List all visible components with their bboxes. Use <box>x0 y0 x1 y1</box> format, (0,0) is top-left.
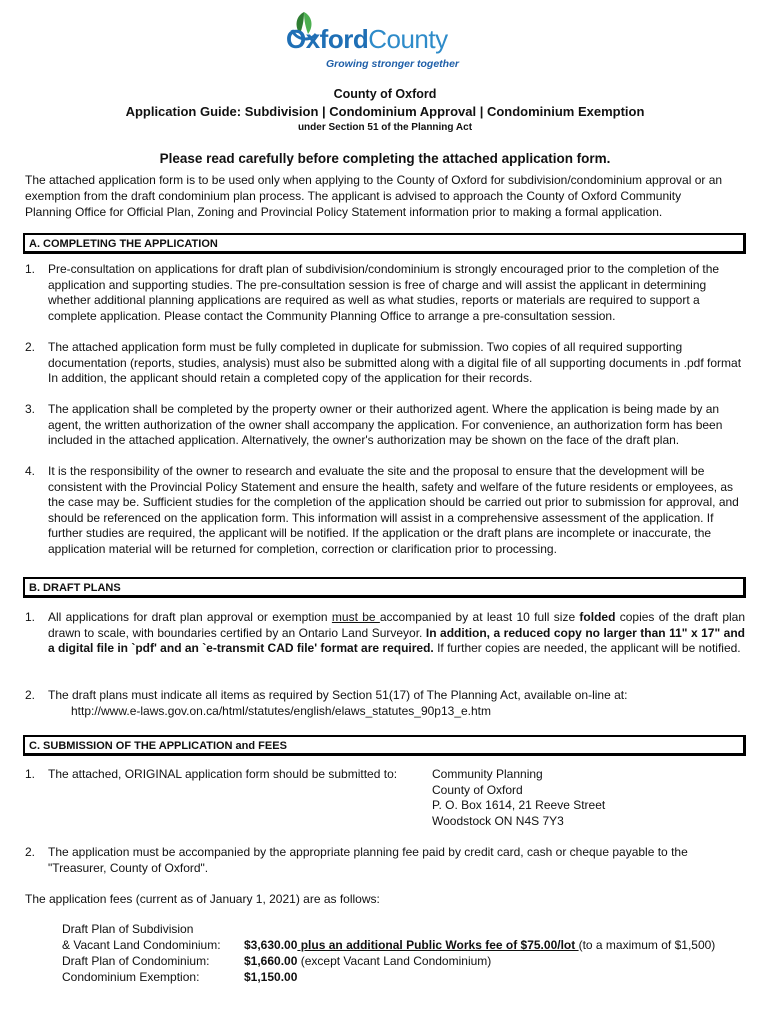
section-c-heading: C. SUBMISSION OF THE APPLICATION and FEES <box>23 735 746 756</box>
fee-value <box>244 969 297 985</box>
org-name: County of Oxford <box>333 87 437 101</box>
text-run-bold: folded <box>579 610 616 624</box>
list-item <box>25 402 745 450</box>
fee-label: Condominium Exemption: <box>62 970 200 984</box>
text-run-bold: In addition, a reduced copy no larger than 11" x 17" and a digital file in `pdf' and an `e-transmit CAD file' format are required. <box>48 625 745 655</box>
address-line: Community Planning <box>432 767 543 781</box>
page-title: Application Guide: Subdivision | Condominium Approval | Condominium Exemption <box>125 104 645 119</box>
intro-paragraph: The attached application form is to be used only when applying to the County of Oxford for subdivision/condominium approval or an exemption from the draft condominium plan process. The applicant is advised to approach the County of Oxford Community Planning Office for Official Plan, Zoning and Provincial Policy Statement information prior to making a formal application. <box>25 173 723 219</box>
text-run: All applications for draft plan approval or exemption <box>48 610 332 624</box>
fee-extra: plus an additional Public Works fee of $75.00/lot <box>297 938 579 952</box>
text-run: copies of the draft plan drawn to scale, with boundaries certified by an Ontario Land Surveyor. <box>48 610 746 640</box>
item-text: Pre-consultation on applications for draft plan of subdivision/condominium is strongly encouraged prior to the completion of the application and supporting studies. The pre-consultation session is free of charge and will assist the applicant in determining whether additional planning applications are required as well as what studies, reports or materials are required to support a complete application. Please contact the Community Planning Office to arrange a pre-consultation session. <box>48 262 720 323</box>
page-subtitle: under Section 51 of the Planning Act <box>297 122 473 133</box>
item-text: The attached application form must be fully completed in duplicate for submission. Two copies of all required supporting documentation (reports, studies, analysis) must also be submitted along with a digital file of all supporting documents in .pdf format In addition, the applicant should retain a completed copy of the application for their records. <box>48 340 742 385</box>
fee-value <box>244 937 715 953</box>
address-line: County of Oxford <box>432 782 523 797</box>
logo-word-county: County <box>368 24 448 54</box>
fee-label: & Vacant Land Condominium: <box>62 938 221 952</box>
item-text: It is the responsibility of the owner to research and evaluate the site and the proposal to ensure that the development will be consistent with the Provincial Policy Statement and ensure the health, safety and welfare of the future residents or employees, as the case may be. Sufficient studies for the completion of the application should be carried out prior to submission for approval, and should be referenced on the application form. This information will assist in a comprehensive assessment of the application. If further studies are required, the applicant will be notified. If the application or the draft plans are incomplete or inaccurate, the application material will be returned for completion, correction or clarification prior to processing. <box>48 464 739 556</box>
item-number: 3. <box>25 402 36 416</box>
fee-label: Draft Plan of Condominium: <box>62 954 210 968</box>
item-number: 2. <box>25 688 36 702</box>
item-number: 2. <box>25 845 36 859</box>
item-text: The draft plans must indicate all items as required by Section 51(17) of The Planning Act, available on-line at: <box>48 688 628 702</box>
item-text <box>48 610 745 657</box>
address-line: P. O. Box 1614, 21 Reeve Street <box>432 798 606 812</box>
item-text: The application shall be completed by the property owner or their authorized agent. Where the application is being made by an agent, the written authorization of the owner shall accompany the application. For convenience, an authorization form has been included in the attached application. Alternatively, the owner's authorization may be shown on the face of the draft plan. <box>48 402 723 447</box>
logo-tagline: Growing stronger together <box>326 58 460 70</box>
logo-word-oxford: Oxford <box>286 24 369 54</box>
fee-amount: $3,630.00 <box>244 938 298 952</box>
address-line: Woodstock ON N4S 7Y3 <box>432 813 564 828</box>
mailing-address <box>432 767 605 829</box>
list-item <box>25 688 745 722</box>
text-run: If further copies are needed, the applicant will be notified. <box>433 641 741 655</box>
section-a-heading: A. COMPLETING THE APPLICATION <box>23 233 746 254</box>
fee-amount: $1,150.00 <box>244 970 298 984</box>
planning-act-link[interactable]: http://www.e-laws.gov.on.ca/html/statutes/english/elaws_statutes_90p13_e.htm <box>71 704 492 718</box>
fees-intro: The application fees (current as of January 1, 2021) are as follows: <box>25 892 380 906</box>
list-item <box>25 845 745 877</box>
list-item <box>25 610 745 674</box>
item-number: 2. <box>25 340 36 354</box>
list-item <box>25 767 745 831</box>
fee-note: (to a maximum of $1,500) <box>578 938 716 952</box>
read-notice: Please read carefully before completing the attached application form. <box>159 151 611 166</box>
section-b-heading: B. DRAFT PLANS <box>23 577 746 598</box>
item-number: 4. <box>25 464 36 478</box>
item-number: 1. <box>25 767 36 781</box>
item-text: The attached, ORIGINAL application form should be submitted to: <box>48 767 398 781</box>
fee-amount: $1,660.00 <box>244 954 298 968</box>
oxford-county-logo <box>286 10 486 72</box>
list-item <box>25 464 745 559</box>
list-item <box>25 262 745 326</box>
text-run-underlined: must be <box>331 610 380 624</box>
fee-note: (except Vacant Land Condominium) <box>297 954 492 968</box>
logo-wordmark <box>286 24 448 55</box>
text-run: accompanied by at least 10 full size <box>379 610 580 624</box>
list-item <box>25 340 745 388</box>
fee-value <box>244 953 491 969</box>
item-text: The application must be accompanied by the appropriate planning fee paid by credit card, cash or cheque payable to the "Treasurer, County of Oxford". <box>48 845 688 875</box>
item-number: 1. <box>25 610 36 624</box>
item-number: 1. <box>25 262 36 276</box>
fee-label: Draft Plan of Subdivision <box>62 922 194 936</box>
